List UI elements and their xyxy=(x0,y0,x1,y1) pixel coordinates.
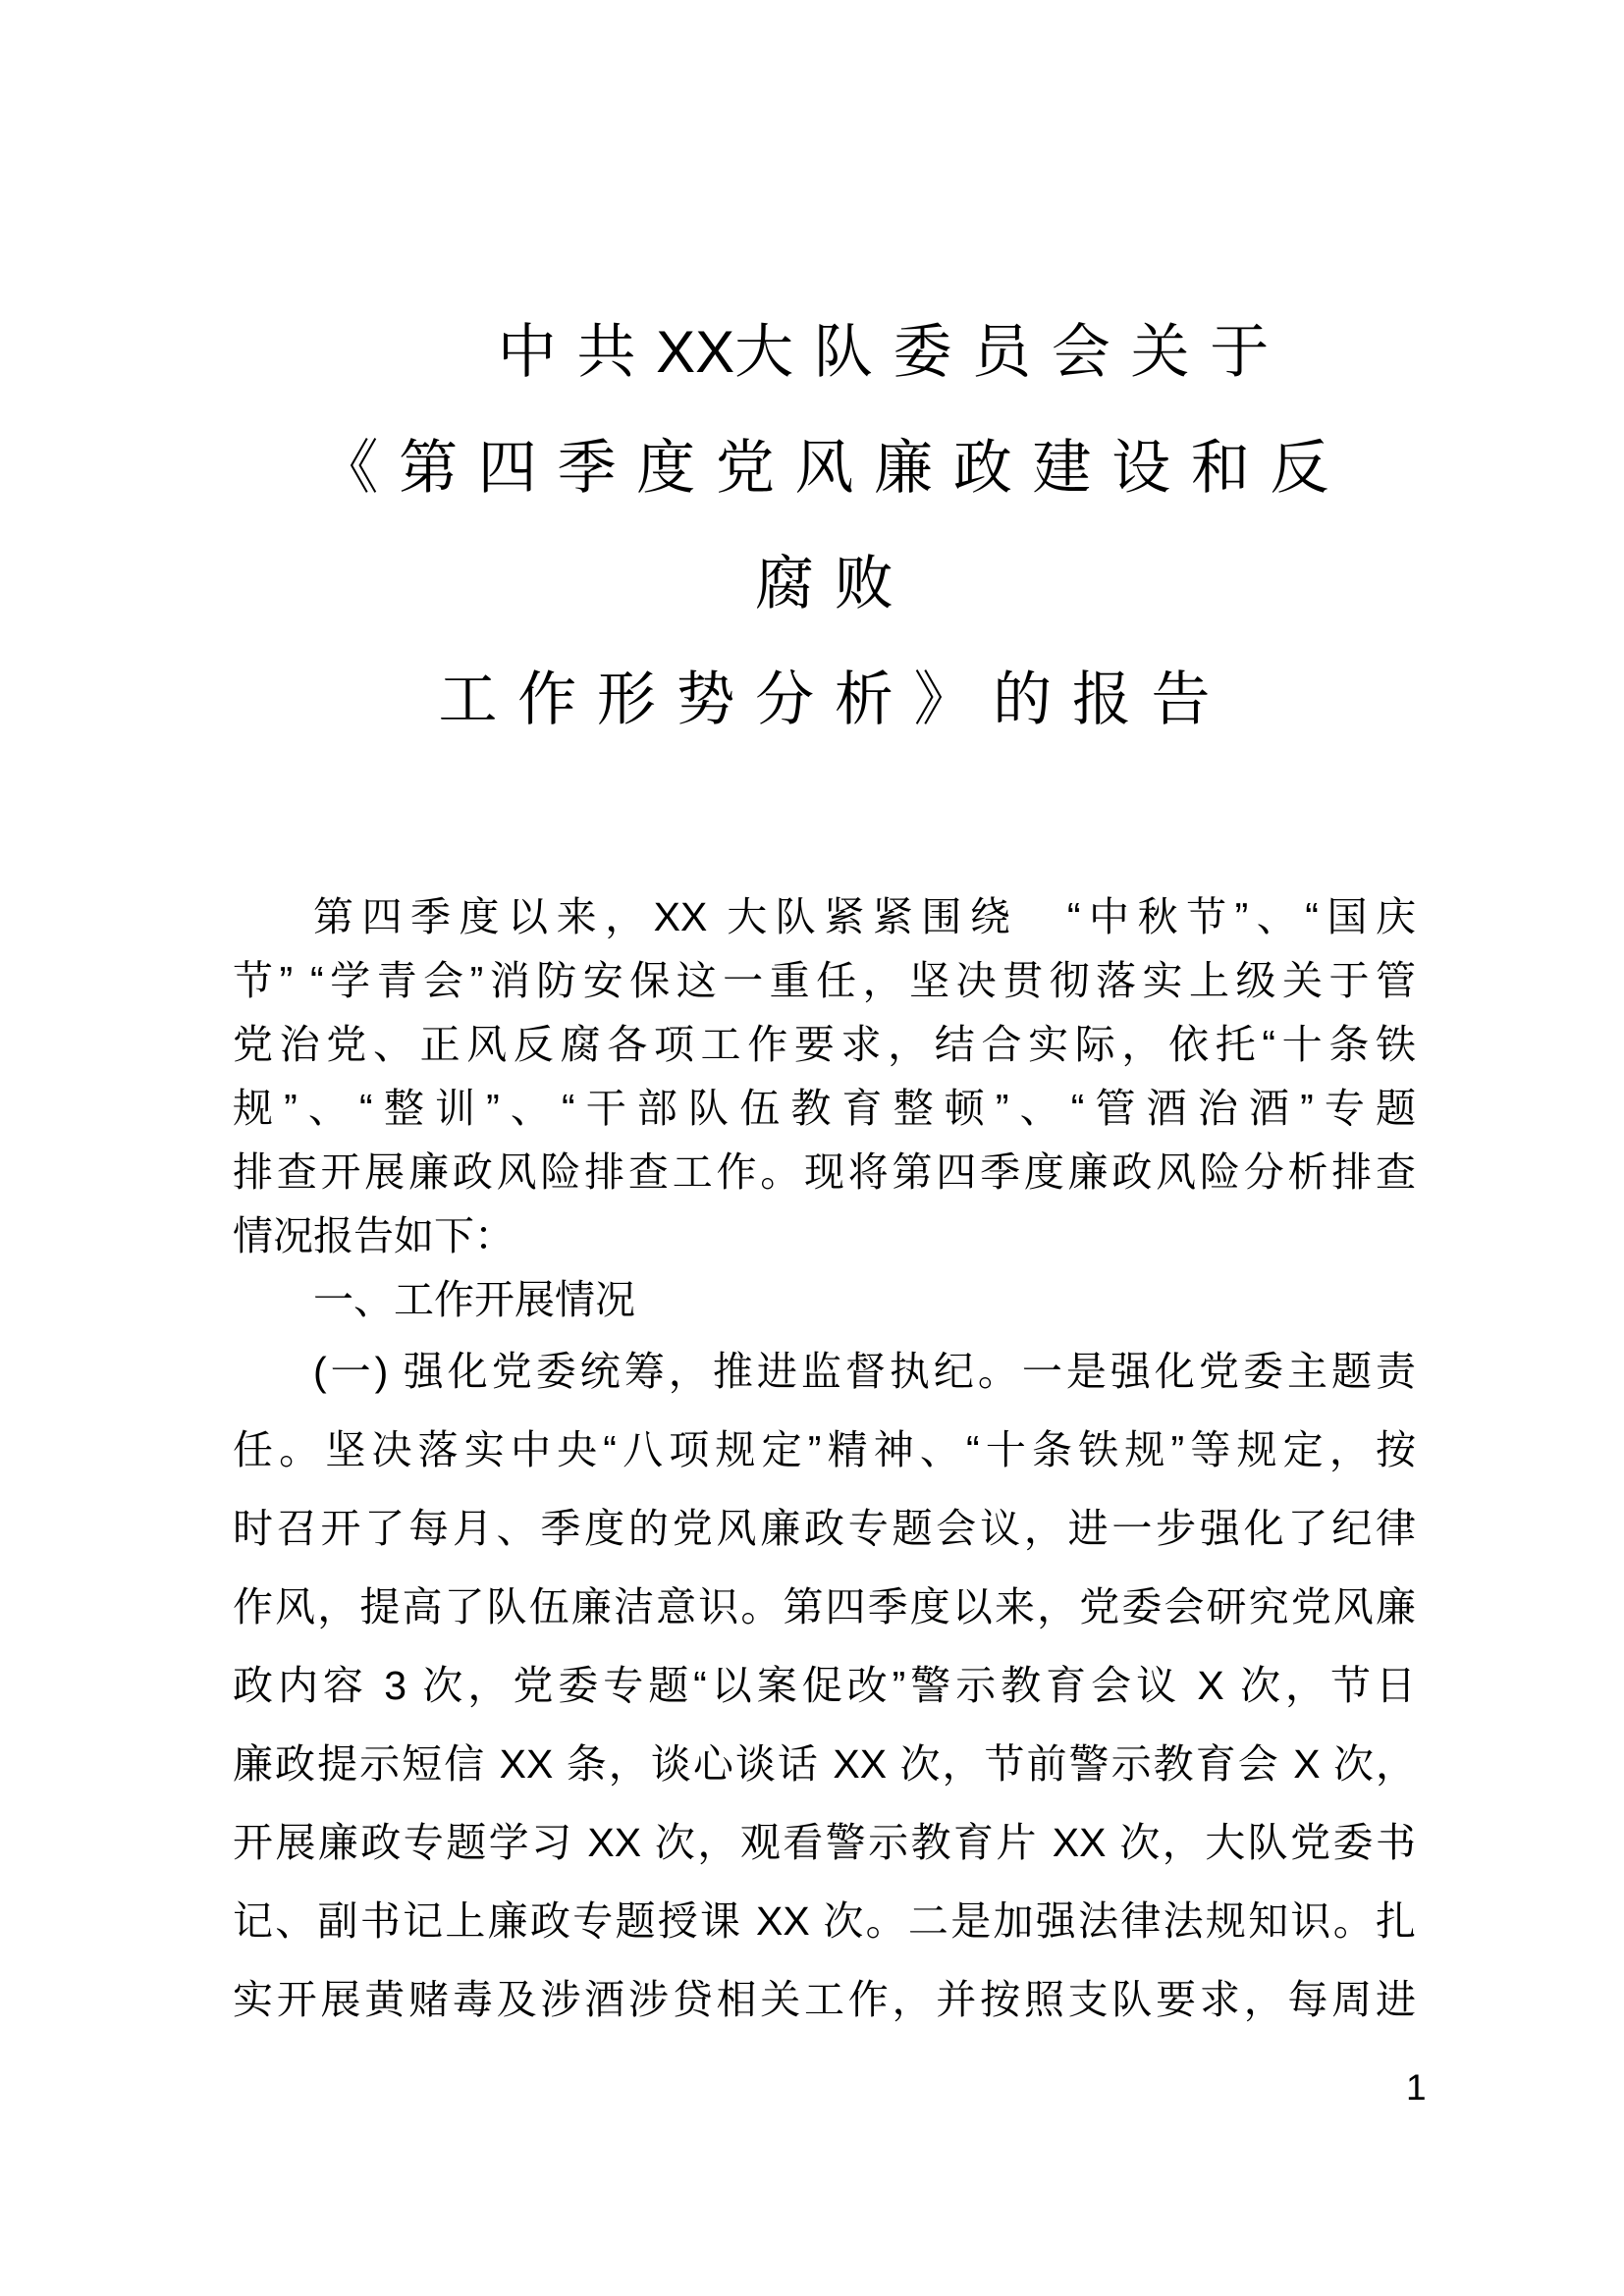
title-line: 工 作 形 势 分 析 》 的 报 告 xyxy=(438,667,1211,732)
intro-line: 排查开展廉政风险排查工作。现将第四季度廉政风险分析排查 xyxy=(233,1149,1416,1195)
document-title xyxy=(233,0,1416,758)
body-line: (一) 强化党委统筹，推进监督执纪。一是强化党委主题责 xyxy=(313,1349,1416,1394)
intro-line: 节” “学青会”消防安保这一重任，坚决贯彻落实上级关于管 xyxy=(233,958,1416,1003)
body-line: 廉政提示短信 XX 条，谈心谈话 XX 次，节前警示教育会 X 次， xyxy=(233,1741,1416,1787)
intro-paragraph xyxy=(233,885,1416,1268)
body-line: 时召开了每月、季度的党风廉政专题会议，进一步强化了纪律 xyxy=(233,1506,1416,1551)
body-line: 记、副书记上廉政专题授课 XX 次。二是加强法律法规知识。扎 xyxy=(233,1898,1416,1944)
body-line: 任。坚决落实中央“八项规定”精神、“十条铁规”等规定，按 xyxy=(233,1427,1416,1472)
section-heading: 一、工作开展情况 xyxy=(313,1277,635,1322)
title-line: 《 第 四 季 度 党 风 廉 政 建 设 和 反 xyxy=(319,435,1329,501)
page-number: 1 xyxy=(1406,2067,1427,2108)
title-line: 中 共 XX大 队 委 员 会 关 于 xyxy=(497,319,1270,385)
body-line: 作风，提高了队伍廉洁意识。第四季度以来，党委会研究党风廉 xyxy=(233,1584,1416,1629)
intro-line: 第四季度以来，XX 大队紧紧围绕 “中秋节”、“国庆 xyxy=(313,894,1416,939)
section-1-body xyxy=(233,1332,1416,2039)
intro-line: 规”、“整训”、“干部队伍教育整顿”、“管酒治酒”专题 xyxy=(233,1086,1416,1131)
body-line: 政内容 3 次，党委专题“以案促改”警示教育会议 X 次，节日 xyxy=(233,1663,1416,1708)
intro-line: 党治党、正风反腐各项工作要求，结合实际，依托“十条铁 xyxy=(233,1022,1416,1067)
body-line: 开展廉政专题学习 XX 次，观看警示教育片 XX 次，大队党委书 xyxy=(233,1820,1416,1865)
document-content xyxy=(233,0,1416,2039)
body-line: 实开展黄赌毒及涉酒涉贷相关工作，并按照支队要求，每周进 xyxy=(233,1977,1416,2022)
intro-line: 情况报告如下： xyxy=(233,1213,514,1258)
title-line: 腐 败 xyxy=(755,551,893,616)
